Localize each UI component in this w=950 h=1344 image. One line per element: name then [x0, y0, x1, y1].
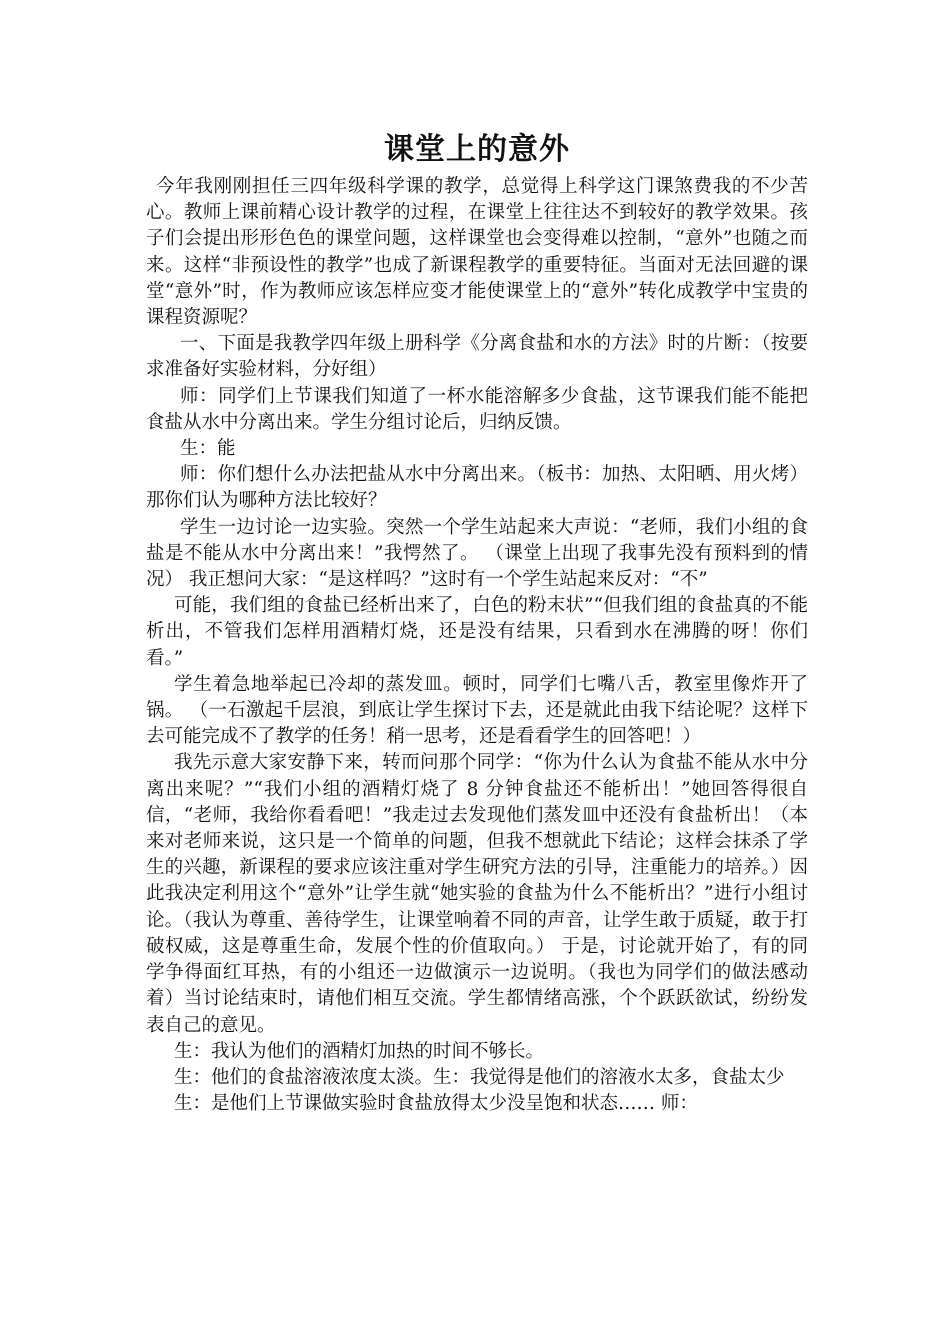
document-page: [146, 128, 808, 1117]
paragraph-student-two: 生：他们的食盐溶液浓度太淡。生：我觉得是他们的溶液水太多，食盐太少: [174, 1066, 785, 1088]
paragraph-experiment: 学生一边讨论一边实验。突然一个学生站起来大声说：“老师，我们小组的食盐是不能从水中分离出来！”我愕然了。 （课堂上出现了我事先没有预料到的情况） 我正想问大家：“是这样吗？”这时有一个学生站起来反对：“不”: [146, 516, 808, 591]
paragraph-intro: 今年我刚刚担任三四年级科学课的教学，总觉得上科学这门课煞费我的不少苦心。教师上课前精心设计教学的过程，在课堂上往往达不到较好的教学效果。孩子们会提出形形色色的课堂问题，这样课堂也会变得难以控制，“意外”也随之而来。这样“非预设性的教学”也成了新课程教学的重要特征。当面对无法回避的课堂“意外”时，作为教师应该怎样应变才能使课堂上的“意外”转化成教学中宝贵的课程资源呢？: [146, 176, 808, 329]
document-body: [146, 174, 808, 1117]
paragraph-discussion: 我先示意大家安静下来，转而问那个同学：“你为什么认为食盐不能从水中分离出来呢？”“我们小组的酒精灯烧了 8 分钟食盐还不能析出！”她回答得很自信，“老师，我给你看看吧！”我走过去发现他们蒸发皿中还没有食盐析出！（本来对老师来说，这只是一个简单的问题，但我不想就此下结论；这样会抹杀了学生的兴趣，新课程的要求应该注重对学生研究方法的引导，注重能力的培养。）因此我决定利用这个“意外”让学生就“她实验的食盐为什么不能析出？”进行小组讨论。（我认为尊重、善待学生，让课堂响着不同的声音，让学生敢于质疑，敢于打破权威，这是尊重生命，发展个性的价值取向。） 于是，讨论就开始了，有的同学争得面红耳热，有的小组还一边做演示一边说明。（我也为同学们的做法感动着）当讨论结束时，请他们相互交流。学生都情绪高涨，个个跃跃欲试，纷纷发表自己的意见。: [146, 752, 808, 1036]
paragraph-section-one: 一、下面是我教学四年级上册科学《分离食盐和水的方法》时的片断：（按要求准备好实验材料，分好组）: [146, 333, 808, 381]
paragraph-teacher-question: 师：同学们上节课我们知道了一杯水能溶解多少食盐，这节课我们能不能把食盐从水中分离出来。学生分组讨论后，归纳反馈。: [146, 385, 808, 433]
paragraph-evaporating-dish: 学生着急地举起已冷却的蒸发皿。顿时，同学们七嘴八舌，教室里像炸开了锅。 （一石激起千层浪，到底让学生探讨下去，还是就此由我下结论呢？这样下去可能完成不了教学的任务！稍一思考，还是看看学生的回答吧！）: [146, 673, 808, 748]
paragraph-student-answer: 生：能: [180, 438, 236, 460]
paragraph-student-one: 生：我认为他们的酒精灯加热的时间不够长。: [174, 1040, 545, 1062]
paragraph-objection: 可能，我们组的食盐已经析出来了，白色的粉末状”“但我们组的食盐真的不能析出，不管我们怎样用酒精灯烧，还是没有结果，只看到水在沸腾的呀！你们看。”: [146, 595, 808, 669]
paragraph-student-three: 生：是他们上节课做实验时食盐放得太少没呈饱和状态…… 师：: [174, 1093, 698, 1115]
document-title: 课堂上的意外: [384, 132, 570, 167]
paragraph-teacher-methods: 师：你们想什么办法把盐从水中分离出来。（板书：加热、太阳晒、用火烤）那你们认为哪种方法比较好？: [146, 464, 808, 512]
